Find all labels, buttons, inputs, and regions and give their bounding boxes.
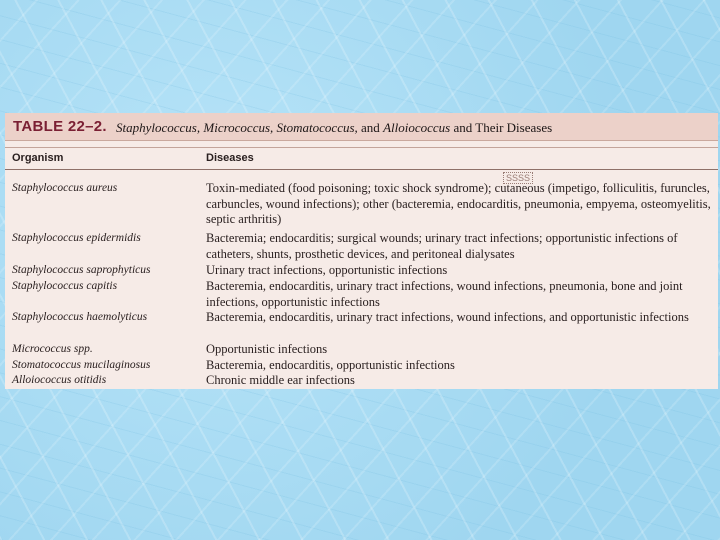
diseases-cell: Bacteremia; endocarditis; surgical wounds; urinary tract infections; opportunistic infections of catheters, shunts, prosthetic devices, and peritoneal dialysates bbox=[206, 231, 678, 261]
column-header-organism: Organism bbox=[12, 152, 64, 164]
table-caption bbox=[5, 113, 718, 141]
organism-cell: Staphylococcus saprophyticus bbox=[12, 264, 151, 276]
disease-table bbox=[5, 113, 718, 389]
header-top-rule bbox=[5, 147, 718, 148]
title-and: and bbox=[361, 120, 380, 135]
organism-cell: Staphylococcus aureus bbox=[12, 182, 118, 194]
organism-cell: Alloiococcus otitidis bbox=[12, 374, 107, 386]
title-genus-1: Staphylococcus, bbox=[116, 120, 201, 135]
organism-cell: Micrococcus spp. bbox=[12, 343, 93, 355]
table-number: TABLE 22–2. bbox=[13, 118, 107, 135]
title-genus-3: Stomatococcus, bbox=[276, 120, 358, 135]
diseases-cell: Opportunistic infections bbox=[206, 342, 328, 356]
title-suffix: and Their Diseases bbox=[453, 120, 553, 135]
table-title bbox=[116, 120, 552, 136]
column-header-diseases: Diseases bbox=[206, 152, 254, 164]
diseases-cell: Bacteremia, endocarditis, opportunistic infections bbox=[206, 358, 455, 372]
diseases-cell: Urinary tract infections, opportunistic infections bbox=[206, 263, 448, 277]
stamp-mark: SSSS bbox=[503, 172, 533, 184]
diseases-cell: Bacteremia, endocarditis, urinary tract infections, wound infections, and opportunistic infections bbox=[206, 310, 689, 324]
organism-cell: Staphylococcus capitis bbox=[12, 280, 118, 292]
diseases-cell: Chronic middle ear infections bbox=[206, 373, 355, 387]
header-bottom-rule bbox=[5, 169, 718, 170]
title-genus-2: Micrococcus, bbox=[203, 120, 274, 135]
organism-cell: Staphylococcus haemolyticus bbox=[12, 311, 148, 323]
title-genus-4: Alloiococcus bbox=[383, 120, 451, 135]
diseases-cell: Bacteremia, endocarditis, urinary tract infections, wound infections, pneumonia, bone and joint infections, opportunistic infections bbox=[206, 279, 683, 309]
diseases-cell: Toxin-mediated (food poisoning; toxic shock syndrome); cutaneous (impetigo, folliculitis, furuncles, carbuncles, wound infections); other (bacteremia, endocarditis, pneumonia, empyema, osteomyelitis, septic arthritis) bbox=[206, 181, 711, 226]
organism-cell: Staphylococcus epidermidis bbox=[12, 232, 141, 244]
organism-cell: Stomatococcus mucilaginosus bbox=[12, 359, 151, 371]
